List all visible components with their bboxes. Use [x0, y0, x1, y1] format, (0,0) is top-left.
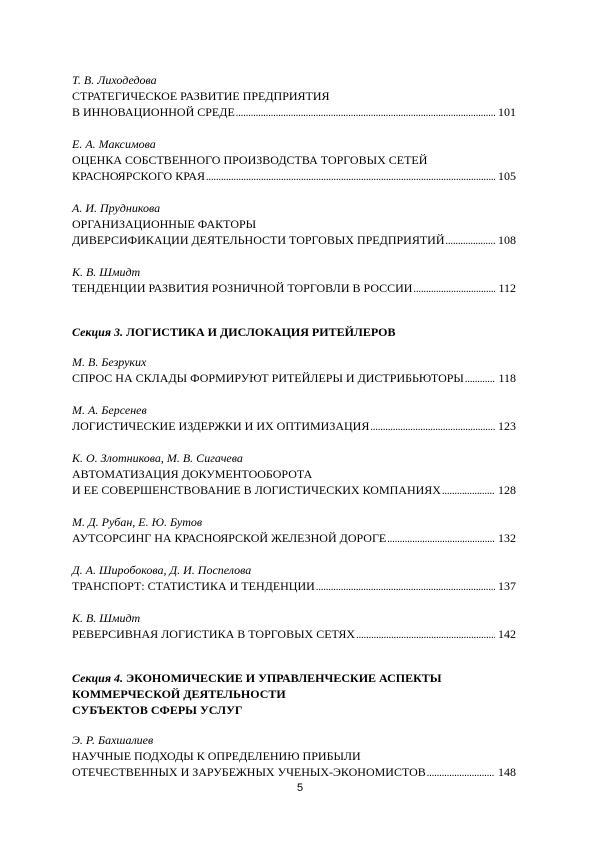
entry-page-number: 101: [498, 105, 516, 119]
entry-author: М. В. Безруких: [72, 355, 147, 369]
entry-title-last-line: [72, 370, 516, 388]
entry-title-line: ТРАНСПОРТ: СТАТИСТИКА И ТЕНДЕНЦИИ: [72, 579, 315, 593]
section-label: Секция 4.: [72, 671, 124, 685]
dot-leader: [387, 532, 495, 548]
entry-title-line: ДИВЕРСИФИКАЦИИ ДЕЯТЕЛЬНОСТИ ТОРГОВЫХ ПРЕДПРИЯТИЙ: [72, 233, 445, 247]
section-label: Секция 3.: [72, 325, 124, 339]
section-title: ЛОГИСТИКА И ДИСЛОКАЦИЯ РИТЕЙЛЕРОВ: [126, 325, 396, 339]
section-title: КОММЕРЧЕСКОЙ ДЕЯТЕЛЬНОСТИ: [72, 687, 286, 701]
section-heading: [72, 324, 516, 340]
entry-author: К. В. Шмидт: [72, 265, 141, 279]
toc-entry: [72, 200, 516, 250]
entry-title-last-line: [72, 168, 516, 186]
entry-title-line: И ЕЕ СОВЕРШЕНСТВОВАНИЕ В ЛОГИСТИЧЕСКИХ КОМПАНИЯХ: [72, 483, 441, 497]
entry-page-number: 123: [498, 419, 516, 433]
entry-title-line: АВТОМАТИЗАЦИЯ ДОКУМЕНТООБОРОТА: [72, 467, 313, 481]
section-heading-line: [72, 702, 516, 718]
entry-title-line: РЕВЕРСИВНАЯ ЛОГИСТИКА В ТОРГОВЫХ СЕТЯХ: [72, 627, 356, 641]
section-title: ЭКОНОМИЧЕСКИЕ И УПРАВЛЕНЧЕСКИЕ АСПЕКТЫ: [126, 671, 442, 685]
entry-author: Д. А. Широбокова, Д. И. Поспелова: [72, 563, 252, 577]
table-of-contents: [72, 72, 516, 796]
entry-author: К. В. Шмидт: [72, 611, 141, 625]
entry-title-line: ОТЕЧЕСТВЕННЫХ И ЗАРУБЕЖНЫХ УЧЕНЫХ-ЭКОНОМИСТОВ: [72, 765, 426, 779]
section-heading-line: [72, 324, 516, 340]
entry-author: М. Д. Рубан, Е. Ю. Бутов: [72, 515, 203, 529]
entry-page-number: 112: [498, 281, 516, 295]
toc-entry: [72, 72, 516, 122]
entry-title-last-line: [72, 104, 516, 122]
section-title: СУБЪЕКТОВ СФЕРЫ УСЛУГ: [72, 703, 243, 717]
entry-page-number: 137: [498, 579, 516, 593]
entry-author: Т. В. Лиходедова: [72, 73, 157, 87]
toc-entry: [72, 562, 516, 596]
entry-author: Э. Р. Бахшалиев: [72, 733, 154, 747]
entry-page-number: 142: [498, 627, 516, 641]
entry-title-line: ЛОГИСТИЧЕСКИЕ ИЗДЕРЖКИ И ИХ ОПТИМИЗАЦИЯ: [72, 419, 370, 433]
entry-title-line: КРАСНОЯРСКОГО КРАЯ: [72, 169, 206, 183]
entry-title-line: ТЕНДЕНЦИИ РАЗВИТИЯ РОЗНИЧНОЙ ТОРГОВЛИ В РОССИИ: [72, 281, 413, 295]
dot-leader: [465, 372, 496, 388]
entry-title-line: АУТСОРСИНГ НА КРАСНОЯРСКОЙ ЖЕЛЕЗНОЙ ДОРОГЕ: [72, 531, 387, 545]
section-heading: [72, 670, 516, 718]
entry-title-line: НАУЧНЫЕ ПОДХОДЫ К ОПРЕДЕЛЕНИЮ ПРИБЫЛИ: [72, 749, 361, 763]
toc-entry: [72, 264, 516, 298]
entry-page-number: 118: [498, 371, 516, 385]
entry-title-last-line: [72, 482, 516, 500]
dot-leader: [442, 484, 495, 500]
toc-entry: [72, 136, 516, 186]
toc-entry: [72, 610, 516, 644]
dot-leader: [356, 628, 495, 644]
dot-leader: [446, 234, 496, 250]
entry-title-line: СТРАТЕГИЧЕСКОЕ РАЗВИТИЕ ПРЕДПРИЯТИЯ: [72, 89, 330, 103]
entry-author: К. О. Злотникова, М. В. Сигачева: [72, 451, 243, 465]
entry-title-line: ОЦЕНКА СОБСТВЕННОГО ПРОИЗВОДСТВА ТОРГОВЫХ СЕТЕЙ: [72, 153, 428, 167]
dot-leader: [316, 580, 495, 596]
entry-title-line: ОРГАНИЗАЦИОННЫЕ ФАКТОРЫ: [72, 217, 257, 231]
page-number: 5: [296, 782, 304, 794]
toc-entry: [72, 402, 516, 436]
dot-leader: [413, 282, 495, 298]
entry-page-number: 105: [498, 169, 516, 183]
entry-author: М. А. Берсенев: [72, 403, 147, 417]
section-heading-line: [72, 686, 516, 702]
entry-title-last-line: [72, 626, 516, 644]
toc-entry: [72, 450, 516, 500]
entry-title-last-line: [72, 764, 516, 782]
dot-leader: [370, 420, 495, 436]
entry-title-last-line: [72, 530, 516, 548]
entry-title-last-line: [72, 578, 516, 596]
entry-author: Е. А. Максимова: [72, 137, 156, 151]
entry-page-number: 128: [498, 483, 516, 497]
toc-entry: [72, 732, 516, 782]
entry-page-number: 148: [498, 765, 516, 779]
entry-title-line: СПРОС НА СКЛАДЫ ФОРМИРУЮТ РИТЕЙЛЕРЫ И ДИСТРИБЬЮТОРЫ: [72, 371, 464, 385]
entry-title-last-line: [72, 232, 516, 250]
dot-leader: [236, 106, 495, 122]
entry-author: А. И. Прудникова: [72, 201, 161, 215]
dot-leader: [427, 766, 495, 782]
dot-leader: [206, 170, 495, 186]
entry-page-number: 108: [498, 233, 516, 247]
entry-title-last-line: [72, 418, 516, 436]
toc-entry: [72, 354, 516, 388]
entry-page-number: 132: [498, 531, 516, 545]
entry-title-line: В ИННОВАЦИОННОЙ СРЕДЕ: [72, 105, 235, 119]
toc-entry: [72, 514, 516, 548]
entry-title-last-line: [72, 280, 516, 298]
section-heading-line: [72, 670, 516, 686]
